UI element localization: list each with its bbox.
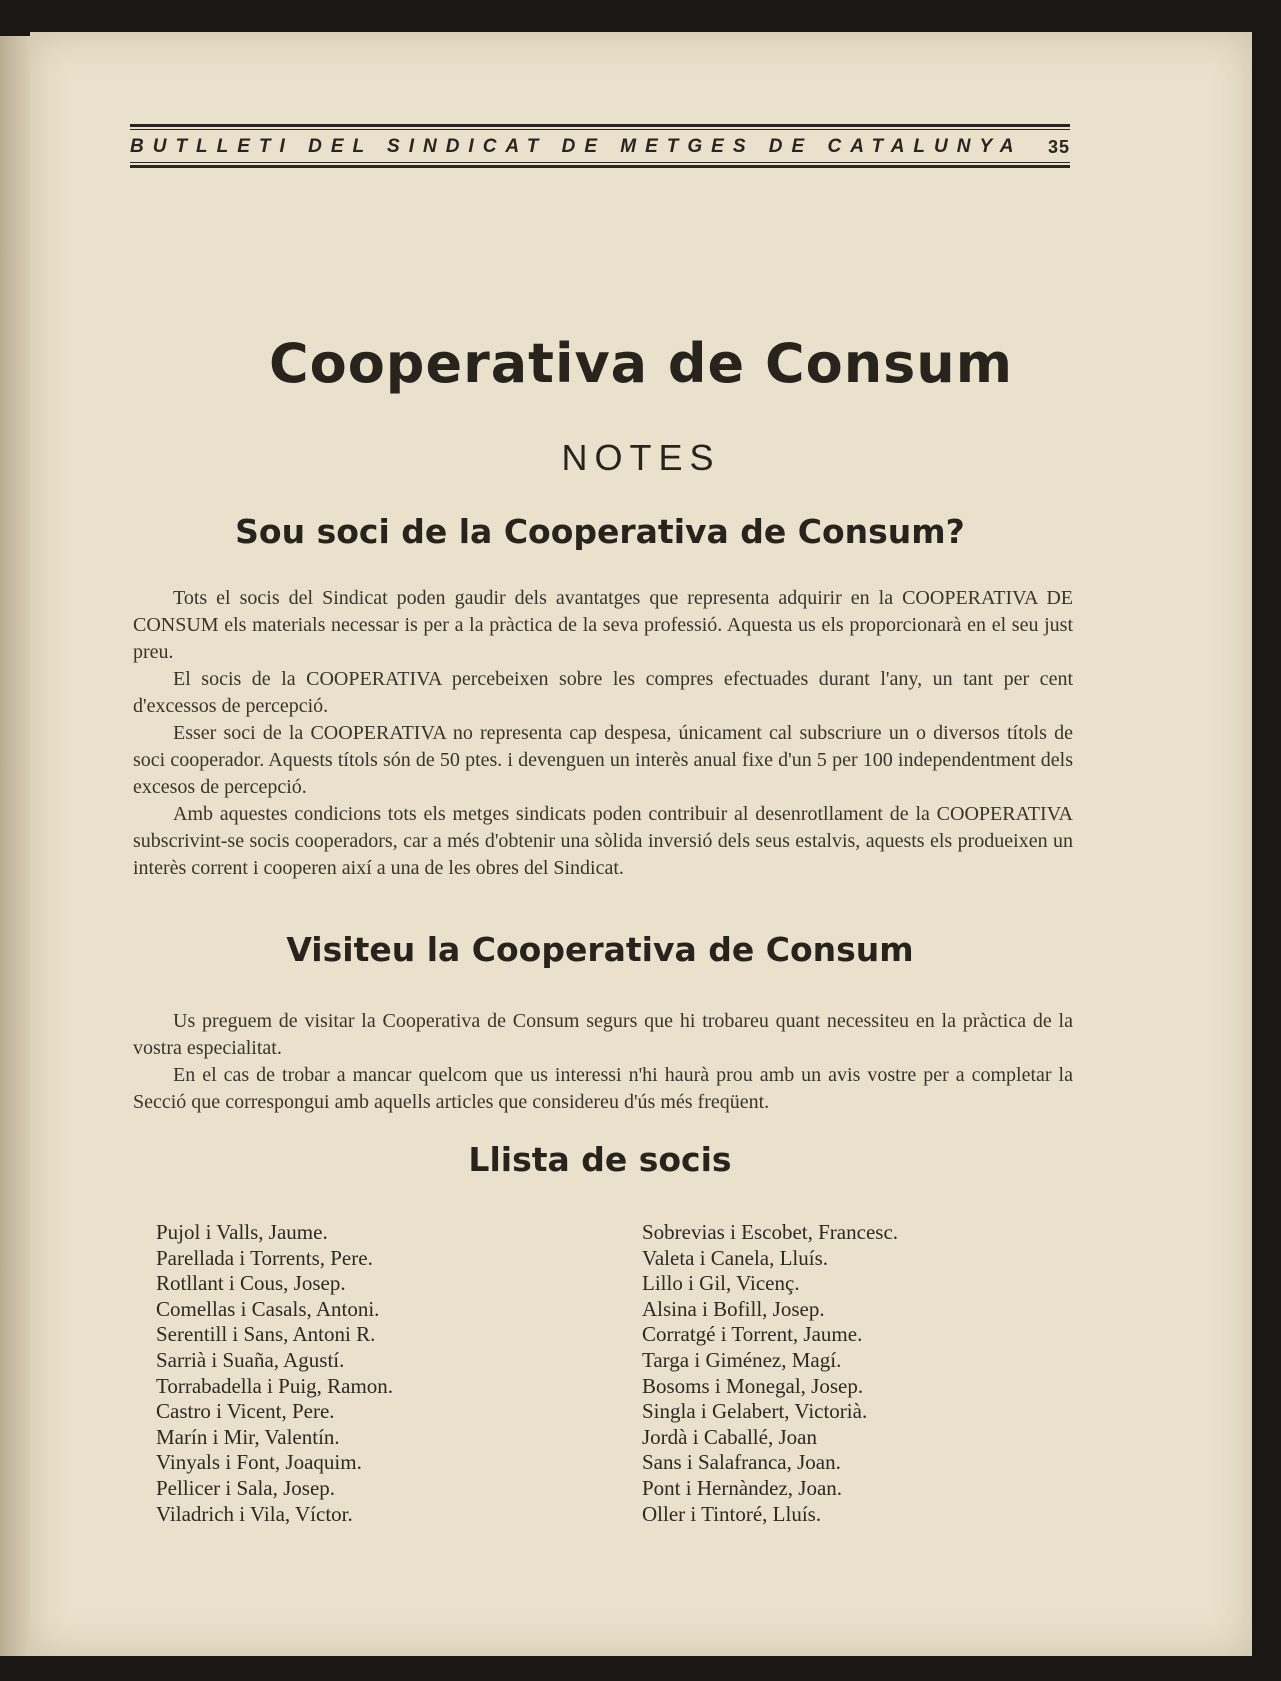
list-item: Marín i Mir, Valentín. [156, 1424, 340, 1449]
paragraph: Tots el socis del Sindicat poden gaudir dels avantatges que representa adquirir en la COOPERATIVA DE CONSUM els materials necessar is per a la pràctica de la seva professió. Aquesta us els proporcionarà en el seu just preu. [133, 587, 1073, 663]
paragraph: Esser soci de la COOPERATIVA no representa cap despesa, únicament cal subscriure un o diversos títols de soci cooperador. Aquests títols són de 50 ptes. i devenguen un interès anual fixe d'un 5 per 100 independentment dels excesos de percepció. [133, 722, 1073, 798]
list-item: Sobrevias i Escobet, Francesc. [642, 1220, 899, 1244]
list-item: Targa i Giménez, Magí. [642, 1347, 842, 1372]
visit-text [133, 1008, 1073, 1116]
list-item: Pont i Hernàndez, Joan. [642, 1475, 843, 1500]
section-heading-members-list: Llista de socis [468, 1140, 732, 1179]
list-item: Parellada i Torrents, Pere. [156, 1245, 373, 1270]
list-item: Singla i Gelabert, Victorià. [642, 1399, 868, 1424]
section-heading-visit: Visiteu la Cooperativa de Consum [286, 930, 914, 969]
header-line [130, 132, 1070, 162]
document-page [30, 32, 1252, 1656]
members-list-left [156, 1220, 393, 1527]
membership-text [133, 585, 1073, 882]
list-item: Valeta i Canela, Lluís. [642, 1245, 829, 1270]
list-item: Serentill i Sans, Antoni R. [156, 1322, 376, 1347]
list-item: Castro i Vicent, Pere. [156, 1399, 335, 1424]
members-list-right [642, 1220, 898, 1527]
list-item: Sans i Salafranca, Joan. [642, 1450, 841, 1475]
list-item: Alsina i Bofill, Josep. [642, 1296, 825, 1321]
list-item: Viladrich i Vila, Víctor. [156, 1501, 353, 1526]
section-heading-membership: Sou soci de la Cooperativa de Consum? [235, 512, 965, 551]
list-item: Jordà i Caballé, Joan [642, 1424, 817, 1449]
list-item: Rotllant i Cous, Josep. [156, 1271, 346, 1296]
list-item: Pellicer i Sala, Josep. [156, 1475, 336, 1500]
header-rule-top [130, 124, 1070, 132]
header-title: BUTLLETI DEL SINDICAT DE METGES DE CATALUNYA [130, 136, 1023, 157]
main-title: Cooperativa de Consum [268, 332, 1014, 395]
list-item: Bosoms i Monegal, Josep. [642, 1373, 864, 1398]
header-rule-bottom [130, 162, 1070, 170]
list-item: Corratgé i Torrent, Jaume. [642, 1322, 863, 1347]
paragraph: Amb aquestes condicions tots els metges sindicats poden contribuir al desenrotllament de la COOPERATIVA subscrivint-se socis cooperadors, car a més d'obtenir una sòlida inversió dels seus estalvis, aquests els produeixen un interès corrent i cooperen així a una de les obres del Sindicat. [133, 803, 1073, 879]
list-item: Sarrià i Suaña, Agustí. [156, 1347, 345, 1372]
list-item: Pujol i Valls, Jaume. [156, 1220, 328, 1244]
list-item: Comellas i Casals, Antoni. [156, 1296, 380, 1321]
list-item: Oller i Tintoré, Lluís. [642, 1501, 822, 1526]
list-item: Lillo i Gil, Vicenç. [642, 1271, 800, 1296]
list-item: Vinyals i Font, Joaquim. [156, 1450, 362, 1475]
paragraph: En el cas de trobar a mancar quelcom que us interessi n'hi haurà prou amb un avis vostre per a completar la Secció que correspongui amb aquells articles que considereu d'ús més freqüent. [133, 1064, 1073, 1113]
running-header [130, 124, 1070, 170]
list-item: Torrabadella i Puig, Ramon. [156, 1373, 394, 1398]
previous-page-edge [0, 36, 30, 1656]
subtitle: NOTES [561, 437, 721, 478]
paragraph: El socis de la COOPERATIVA percebeixen sobre les compres efectuades durant l'any, un tant per cent d'excessos de percepció. [133, 668, 1073, 717]
paragraph: Us preguem de visitar la Cooperativa de Consum segurs que hi trobareu quant necessiteu en la pràctica de la vostra especialitat. [133, 1010, 1073, 1059]
page-number: 35 [1047, 136, 1070, 157]
